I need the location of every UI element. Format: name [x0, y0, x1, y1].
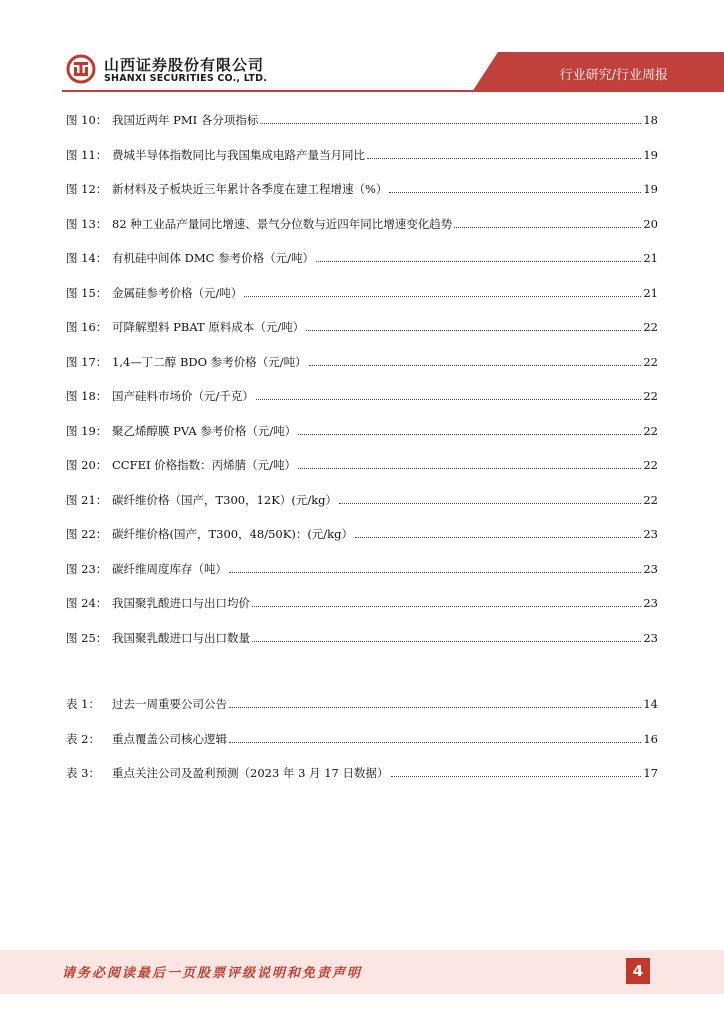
toc-leader: [252, 598, 641, 607]
toc-label: 表 1：: [66, 697, 100, 711]
toc-title: 重点关注公司及盈利预测（2023 年 3 月 17 日数据）: [112, 766, 389, 780]
toc-leader: [309, 357, 642, 366]
toc-page: 21: [643, 251, 658, 265]
toc-label: 图 10：: [66, 113, 108, 127]
toc-leader: [389, 184, 641, 193]
company-name-en: SHANXI SECURITIES CO., LTD.: [104, 73, 268, 84]
toc-leader: [244, 288, 641, 297]
toc-figure-row[interactable]: [66, 285, 658, 320]
toc-figure-row[interactable]: [66, 388, 658, 423]
toc-title: 聚乙烯醇膜 PVA 参考价格（元/吨）: [112, 423, 297, 438]
toc-page: 22: [643, 320, 658, 334]
toc-figure-row[interactable]: [66, 457, 658, 492]
toc-leader: [260, 115, 641, 124]
toc-page: 17: [643, 766, 658, 780]
toc-title: 我国聚乳酸进口与出口均价: [112, 596, 250, 610]
header-divider: [62, 90, 724, 92]
toc-page: 22: [643, 458, 658, 472]
toc-leader: [316, 253, 641, 262]
toc-figure-row[interactable]: [66, 112, 658, 147]
toc-title: 新材料及子板块近三年累计各季度在建工程增速（%）: [112, 182, 388, 196]
toc-label: 图 18：: [66, 389, 108, 403]
toc-title: 1,4—丁二醇 BDO 参考价格（元/吨）: [112, 354, 307, 369]
toc-title: 有机硅中间体 DMC 参考价格（元/吨）: [112, 251, 314, 265]
toc-figure-row[interactable]: [66, 181, 658, 216]
toc-leader: [367, 150, 641, 159]
toc-title: 碳纤维价格(国产，T300，48/50K)：(元/kg）: [112, 527, 354, 541]
toc-label: 表 3：: [66, 766, 100, 780]
toc-table-row[interactable]: [66, 731, 658, 766]
toc-title: 碳纤维价格（国产，T300，12K）(元/kg）: [112, 492, 338, 507]
toc-figure-row[interactable]: [66, 319, 658, 354]
toc-page: 18: [643, 113, 658, 127]
toc-leader: [229, 564, 641, 573]
report-category: 行业研究/行业周报: [559, 68, 668, 83]
toc-label: 图 22：: [66, 527, 108, 541]
toc-figure-row[interactable]: [66, 526, 658, 561]
page-header: [0, 0, 724, 96]
toc-label: 图 13：: [66, 216, 108, 231]
toc-page: 23: [643, 527, 658, 541]
toc-label: 图 20：: [66, 458, 108, 472]
toc-label: 图 19：: [66, 423, 108, 438]
toc-figure-row[interactable]: [66, 630, 658, 665]
toc-table-row[interactable]: [66, 765, 658, 800]
toc-title: CCFEI 价格指数：丙烯腈（元/吨）: [112, 458, 297, 472]
toc-leader: [256, 391, 641, 400]
toc-leader: [298, 460, 641, 469]
toc-figure-row[interactable]: [66, 250, 658, 285]
toc-page: 23: [643, 630, 658, 645]
toc-page: 22: [643, 389, 658, 403]
toc-label: 图 24：: [66, 596, 108, 610]
toc-page: 19: [643, 147, 658, 162]
toc-label: 表 2：: [66, 731, 100, 746]
toc-figure-row[interactable]: [66, 561, 658, 596]
toc-leader: [454, 219, 641, 228]
toc-page: 22: [643, 423, 658, 438]
toc-title: 国产硅料市场价（元/千克）: [112, 389, 254, 403]
toc-figure-row[interactable]: [66, 492, 658, 527]
toc-title: 过去一周重要公司公告: [112, 697, 227, 711]
toc-page: 20: [643, 216, 658, 231]
toc-label: 图 16：: [66, 320, 108, 334]
toc-leader: [298, 426, 641, 435]
page-number: 4: [626, 958, 650, 984]
toc-table-row[interactable]: [66, 696, 658, 731]
toc-title: 碳纤维周度库存（吨）: [112, 561, 227, 576]
toc-figure-row[interactable]: [66, 147, 658, 182]
toc-page: 19: [643, 182, 658, 196]
toc-title: 费城半导体指数同比与我国集成电路产量当月同比: [112, 147, 365, 162]
toc-title: 金属硅参考价格（元/吨）: [112, 285, 243, 300]
toc-label: 图 17：: [66, 354, 108, 369]
toc-page: 23: [643, 596, 658, 610]
toc-figure-row[interactable]: [66, 354, 658, 389]
toc-leader: [339, 495, 641, 504]
toc-leader: [355, 529, 641, 538]
toc-label: 图 15：: [66, 285, 108, 300]
toc-section-gap: [66, 664, 658, 696]
toc-label: 图 11：: [66, 147, 108, 162]
toc-figure-row[interactable]: [66, 216, 658, 251]
toc-leader: [252, 633, 641, 642]
toc-page: 22: [643, 492, 658, 507]
toc-label: 图 25：: [66, 630, 108, 645]
toc-title: 我国聚乳酸进口与出口数量: [112, 630, 250, 645]
toc-page: 14: [643, 697, 658, 711]
toc-page: 23: [643, 561, 658, 576]
toc-title: 我国近两年 PMI 各分项指标: [112, 113, 259, 127]
footer-disclaimer: 请务必阅读最后一页股票评级说明和免责声明: [62, 966, 363, 981]
toc-leader: [391, 768, 642, 777]
toc-title: 可降解塑料 PBAT 原料成本（元/吨）: [112, 320, 305, 334]
shanxi-securities-logo-icon: [66, 54, 96, 84]
company-name-cn: 山西证券股份有限公司: [104, 56, 265, 74]
toc-label: 图 14：: [66, 251, 108, 265]
toc-page: 21: [643, 285, 658, 300]
toc-label: 图 23：: [66, 561, 108, 576]
toc-leader: [229, 734, 641, 743]
toc-page: 22: [643, 354, 658, 369]
toc-leader: [229, 699, 641, 708]
toc-figure-row[interactable]: [66, 595, 658, 630]
toc-title: 重点覆盖公司核心逻辑: [112, 731, 227, 746]
toc-leader: [306, 322, 641, 331]
toc-title: 82 种工业品产量同比增速、景气分位数与近四年同比增速变化趋势: [112, 216, 453, 231]
toc-label: 图 21：: [66, 492, 108, 507]
toc-page: 16: [643, 731, 658, 746]
toc-figure-row[interactable]: [66, 423, 658, 458]
toc-label: 图 12：: [66, 182, 108, 196]
table-of-figures: [66, 112, 658, 800]
